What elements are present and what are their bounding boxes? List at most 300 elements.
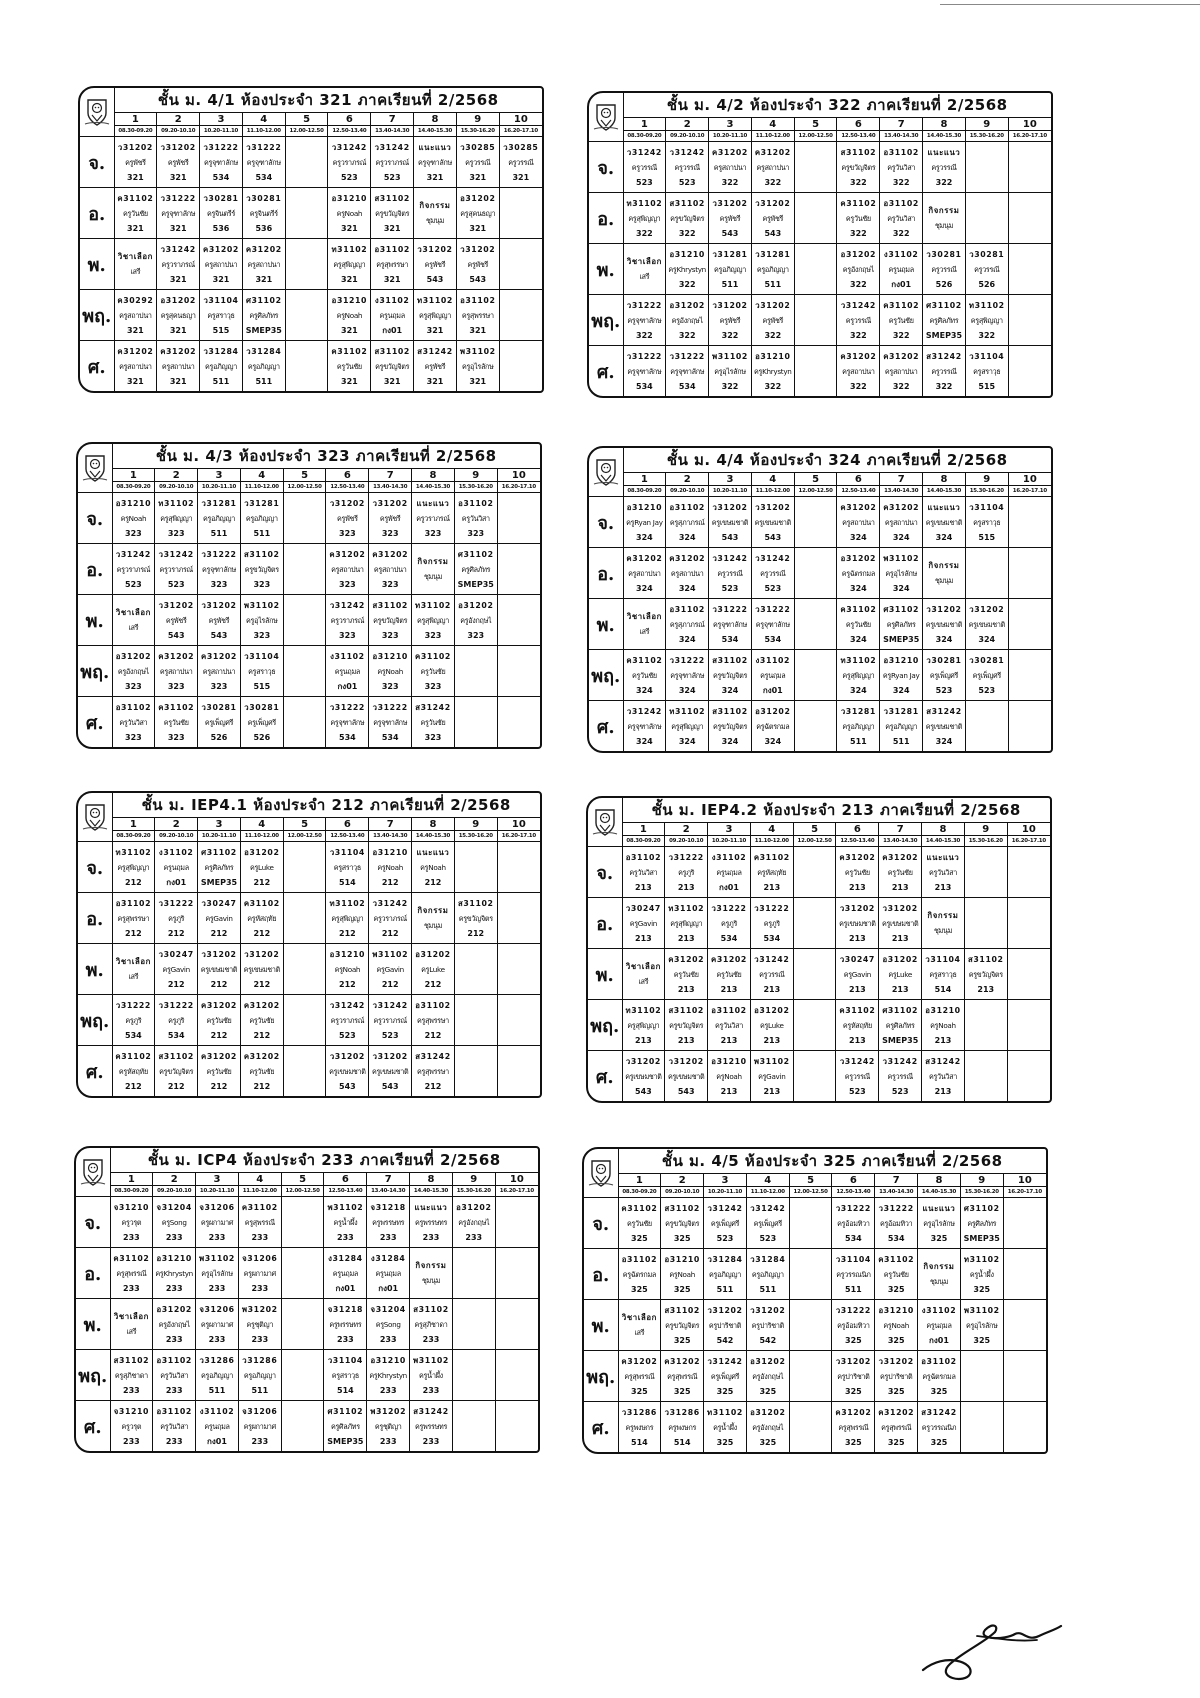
period-time: 09.20-10.10 xyxy=(153,1186,196,1197)
room-number: 325 xyxy=(759,1437,777,1447)
room-number: 322 xyxy=(764,177,782,187)
room-number: 523 xyxy=(341,172,358,182)
schedule-cell xyxy=(837,497,880,548)
schedule-cell xyxy=(454,646,497,697)
teacher-name: ครูพงษกร xyxy=(625,1422,654,1432)
schedule-cell xyxy=(875,1300,918,1351)
room-number: 323 xyxy=(167,681,185,691)
subject-code: ว31222 xyxy=(626,300,662,310)
room-number: 325 xyxy=(673,1386,691,1396)
room-number: 322 xyxy=(850,330,867,340)
schedule-cell xyxy=(153,1350,196,1401)
room-number: 324 xyxy=(935,532,953,542)
subject-code: อ31210 xyxy=(626,502,663,512)
teacher-name: ครูวันวิสา xyxy=(715,1020,743,1030)
schedule-cell xyxy=(283,893,326,944)
teacher-name: ครูน้ำผึ้ง xyxy=(333,1217,358,1227)
room-number: 514 xyxy=(631,1437,648,1447)
teacher-name: ครูสถาปนา xyxy=(159,666,193,676)
schedule-cell xyxy=(238,1197,281,1248)
teacher-name: ครูอภิญญา xyxy=(243,1370,276,1380)
room-number: 212 xyxy=(125,877,142,887)
schedule-cell xyxy=(837,701,880,752)
subject-code: ว31286 xyxy=(242,1355,278,1365)
schedule-cell xyxy=(746,1198,789,1249)
room-number: 323 xyxy=(210,681,228,691)
room-number: 323 xyxy=(424,630,442,640)
room-number: กง01 xyxy=(335,1283,356,1293)
teacher-name: ครูศิลภัทร xyxy=(204,862,234,872)
schedule-cell xyxy=(412,646,455,697)
room-number: 213 xyxy=(635,882,652,892)
schedule-cell xyxy=(960,1351,1003,1402)
room-number: 534 xyxy=(763,933,781,943)
schedule-cell xyxy=(155,493,198,544)
schedule-cell xyxy=(328,137,371,188)
schedule-cell xyxy=(198,842,241,893)
subject-code: ว31222 xyxy=(246,142,282,152)
room-number: 321 xyxy=(127,325,144,335)
schedule-cell xyxy=(622,1051,665,1102)
teacher-name: ครูวันวิสา xyxy=(887,162,916,172)
subject-code: กิจกรรม xyxy=(928,561,960,570)
teacher-name: ครูวรรณี xyxy=(631,162,658,172)
room-number: 511 xyxy=(253,528,271,538)
subject-code: อ31202 xyxy=(115,651,152,661)
schedule-cell xyxy=(666,650,709,701)
subject-code: แนะแนว xyxy=(927,147,961,157)
period-number: 3 xyxy=(708,823,751,836)
schedule-cell xyxy=(623,142,666,193)
teacher-name: ครูขวัญจิตร xyxy=(712,721,748,731)
room-number: 322 xyxy=(892,228,910,238)
teacher-name: ครูGavin xyxy=(629,918,658,928)
room-number: 543 xyxy=(469,274,487,284)
room-number: 325 xyxy=(716,1437,734,1447)
schedule-cell xyxy=(328,239,371,290)
schedule-cell xyxy=(666,142,709,193)
schedule-cell xyxy=(369,595,412,646)
teacher-name: ครูจุฑาลักษ xyxy=(755,619,790,629)
subject-code: ค31202 xyxy=(626,553,663,563)
period-time: 11.10-12.00 xyxy=(240,831,283,842)
room-number: 213 xyxy=(849,1035,866,1045)
period-time: 12.50-13.40 xyxy=(837,486,880,497)
schedule-cell xyxy=(110,1197,153,1248)
room-number: 212 xyxy=(424,1081,442,1091)
teacher-name: ครูพัชรี xyxy=(719,315,741,325)
subject-code: ว31286 xyxy=(199,1355,235,1365)
schedule-cell xyxy=(618,1249,661,1300)
subject-code: พ31102 xyxy=(372,949,409,959)
subject-code: อ31102 xyxy=(415,1000,451,1010)
subject-code: ค31202 xyxy=(201,1051,237,1061)
period-time: 11.10-12.00 xyxy=(242,126,285,137)
room-number: 233 xyxy=(123,1283,140,1293)
schedule-cell xyxy=(918,1249,961,1300)
room-number: 323 xyxy=(424,528,442,538)
period-number: 7 xyxy=(367,1173,410,1186)
school-logo xyxy=(78,444,112,493)
teacher-name: เสรี xyxy=(634,1328,645,1337)
schedule-cell xyxy=(240,493,283,544)
teacher-name: ครูพัชรี xyxy=(337,513,358,523)
room-number: 325 xyxy=(716,1386,734,1396)
room-number: 511 xyxy=(845,1284,862,1294)
teacher-name: ครูอุไรลักษ xyxy=(923,1218,955,1228)
subject-code: ว31242 xyxy=(840,300,876,310)
school-crest-icon xyxy=(84,97,110,127)
teacher-name: ครูสุพิญญา xyxy=(416,615,449,625)
subject-code: ว31104 xyxy=(327,1355,363,1365)
teacher-name: ครูสุพิญญา xyxy=(627,1020,660,1030)
subject-code: อ31210 xyxy=(370,1355,406,1365)
period-number: 4 xyxy=(240,469,283,482)
timetable-title: ชั้น ม. 4/2 ห้องประจำ 322 ภาคเรียนที่ 2/2568 xyxy=(623,93,1051,118)
subject-code: จ31206 xyxy=(242,1406,278,1416)
subject-code: ค31202 xyxy=(160,346,197,356)
schedule-cell xyxy=(242,290,285,341)
schedule-cell xyxy=(794,142,837,193)
schedule-cell xyxy=(1003,1351,1046,1402)
room-number: 324 xyxy=(636,685,653,695)
teacher-name: ครูเขษมชาติ xyxy=(925,619,963,629)
room-number: 212 xyxy=(253,877,271,887)
schedule-cell xyxy=(923,193,966,244)
room-number: 212 xyxy=(381,877,399,887)
room-number: 233 xyxy=(251,1232,269,1242)
subject-code: ว31202 xyxy=(417,244,453,254)
period-number: 2 xyxy=(666,473,709,486)
schedule-cell xyxy=(369,493,412,544)
teacher-name: ครูเขษมชาติ xyxy=(925,517,963,527)
teacher-name: ครูพัชรี xyxy=(762,315,784,325)
schedule-cell xyxy=(746,1402,789,1453)
schedule-cell xyxy=(497,493,540,544)
period-time: 11.10-12.00 xyxy=(238,1186,281,1197)
schedule-cell xyxy=(661,1198,704,1249)
day-label: ศ. xyxy=(588,1051,622,1102)
subject-code: ว31202 xyxy=(372,498,408,508)
period-time: 10.20-11.10 xyxy=(708,836,751,847)
teacher-name: ครูวันชัย xyxy=(888,315,914,325)
schedule-cell xyxy=(1003,1402,1046,1453)
schedule-cell xyxy=(200,341,243,392)
schedule-cell xyxy=(200,290,243,341)
schedule-cell xyxy=(238,1248,281,1299)
room-number: 325 xyxy=(930,1437,948,1447)
day-label: อ. xyxy=(588,898,622,949)
subject-code: อ31210 xyxy=(878,1305,914,1315)
subject-code: แนะแนว xyxy=(416,498,450,508)
period-number: 3 xyxy=(704,1174,747,1187)
school-crest-icon xyxy=(80,1157,106,1187)
schedule-cell xyxy=(880,193,923,244)
schedule-cell xyxy=(922,1000,965,1051)
room-number: 534 xyxy=(887,1233,905,1243)
schedule-cell xyxy=(965,346,1008,397)
schedule-cell xyxy=(242,188,285,239)
subject-code: พ31102 xyxy=(459,346,496,356)
subject-code: ว31281 xyxy=(840,706,876,716)
room-number: 212 xyxy=(167,979,185,989)
day-label: พ. xyxy=(584,1300,618,1351)
schedule-cell xyxy=(112,944,155,995)
teacher-name: ครูวันวิสา xyxy=(928,867,957,877)
room-number: 233 xyxy=(422,1436,440,1446)
subject-code: อ31202 xyxy=(458,600,494,610)
teacher-name: ครูวราภรณ์ xyxy=(375,157,409,167)
room-number: 233 xyxy=(165,1283,183,1293)
schedule-cell xyxy=(412,544,455,595)
schedule-cell xyxy=(456,137,499,188)
teacher-name: ครูอ้อมทิวา xyxy=(837,1320,870,1330)
subject-code: อ31102 xyxy=(156,1406,192,1416)
period-time: 13.40-14.30 xyxy=(369,831,412,842)
teacher-name: ครูภูริ xyxy=(678,867,695,877)
schedule-cell xyxy=(623,599,666,650)
school-logo xyxy=(589,93,623,142)
room-number: 523 xyxy=(721,583,739,593)
timetable xyxy=(586,796,1052,1103)
room-number: กง01 xyxy=(337,681,358,691)
schedule-cell xyxy=(750,847,793,898)
subject-code: กิจกรรม xyxy=(419,201,451,210)
teacher-name: ครูขวัญจิตร xyxy=(458,913,493,923)
schedule-cell xyxy=(746,1300,789,1351)
teacher-name: ครูSong xyxy=(375,1319,401,1329)
teacher-name: ครูวันชัย xyxy=(631,670,657,680)
subject-code: ท31102 xyxy=(417,295,453,305)
room-number: 321 xyxy=(169,376,187,386)
room-number: 536 xyxy=(212,223,230,233)
subject-code: ว31281 xyxy=(201,498,237,508)
subject-code: ค31102 xyxy=(878,1254,915,1264)
schedule-cell xyxy=(965,142,1008,193)
schedule-cell xyxy=(153,1401,196,1452)
room-number: 523 xyxy=(125,579,142,589)
subject-code: ส31102 xyxy=(244,549,280,559)
room-number: 325 xyxy=(887,1386,905,1396)
subject-code: ว31222 xyxy=(669,351,705,361)
teacher-name: ครูNoah xyxy=(120,513,147,523)
room-number: 323 xyxy=(125,732,142,742)
teacher-name: ครูวรรณี xyxy=(887,1071,913,1081)
schedule-cell xyxy=(454,893,497,944)
room-number: 534 xyxy=(721,634,739,644)
subject-code: วิชาเลือก xyxy=(113,1312,149,1321)
subject-code: ส31242 xyxy=(415,1051,451,1061)
room-number: SMEP35 xyxy=(963,1233,1000,1243)
period-time: 09.20-10.10 xyxy=(665,836,708,847)
room-number: 323 xyxy=(339,579,356,589)
schedule-cell xyxy=(283,944,326,995)
teacher-name: ครูอ้อมทิวา xyxy=(879,1218,913,1228)
period-time: 11.10-12.00 xyxy=(751,486,794,497)
room-number: 325 xyxy=(673,1284,691,1294)
room-number: 213 xyxy=(934,1086,952,1096)
schedule-cell xyxy=(112,893,155,944)
schedule-cell xyxy=(497,842,540,893)
room-number: 542 xyxy=(716,1335,734,1345)
schedule-cell xyxy=(965,244,1008,295)
schedule-cell xyxy=(410,1197,453,1248)
teacher-name: ครูจุฑาลักษ xyxy=(373,717,408,727)
schedule-cell xyxy=(283,493,326,544)
room-number: 212 xyxy=(339,979,356,989)
schedule-cell xyxy=(369,944,412,995)
room-number: กง01 xyxy=(378,1283,399,1293)
teacher-name: ครูวรรณี xyxy=(717,568,743,578)
room-number: 324 xyxy=(678,532,696,542)
schedule-cell xyxy=(965,193,1008,244)
schedule-cell xyxy=(793,847,836,898)
schedule-cell xyxy=(240,1046,283,1097)
schedule-cell xyxy=(412,995,455,1046)
teacher-name: ครูสถาปนา xyxy=(119,361,152,371)
subject-code: ค31202 xyxy=(669,553,706,563)
subject-code: อ31202 xyxy=(750,1356,786,1366)
subject-code: อ31210 xyxy=(669,249,705,259)
subject-code: ท31102 xyxy=(625,1005,662,1015)
schedule-cell xyxy=(751,599,794,650)
schedule-cell xyxy=(837,650,880,701)
period-number: 7 xyxy=(371,113,414,126)
period-time: 16.20-17.10 xyxy=(499,126,542,137)
period-number: 5 xyxy=(793,823,836,836)
teacher-name: ครูน้ำผึ้ง xyxy=(713,1422,737,1432)
day-label: พฤ. xyxy=(584,1351,618,1402)
schedule-cell xyxy=(238,1401,281,1452)
teacher-name: ครูอภิญญา xyxy=(842,721,875,731)
schedule-cell xyxy=(196,1248,239,1299)
period-number: 8 xyxy=(414,113,457,126)
subject-code: ค31202 xyxy=(840,502,877,512)
schedule-cell xyxy=(242,239,285,290)
period-time: 12.00-12.50 xyxy=(789,1187,832,1198)
subject-code: วิชาเลือก xyxy=(115,957,151,966)
teacher-name: เสรี xyxy=(130,267,141,276)
room-number: 233 xyxy=(165,1334,183,1344)
day-label: อ. xyxy=(584,1249,618,1300)
room-number: 324 xyxy=(678,736,696,746)
subject-code: ค31202 xyxy=(203,244,239,254)
room-number: 321 xyxy=(169,223,187,233)
schedule-cell xyxy=(326,842,369,893)
day-label: จ. xyxy=(80,137,114,188)
schedule-cell xyxy=(155,646,198,697)
subject-code: วิชาเลือก xyxy=(115,608,151,617)
teacher-name: ครูอุไรลักษ xyxy=(461,361,494,371)
teacher-name: ครูอภิญญา xyxy=(205,361,237,371)
subject-code: ค31202 xyxy=(883,351,920,361)
subject-code: ว31242 xyxy=(707,1356,743,1366)
teacher-name: ครูวันชัย xyxy=(163,717,189,727)
teacher-name: เสรี xyxy=(639,272,650,281)
schedule-cell xyxy=(708,898,751,949)
period-number: 5 xyxy=(281,1173,324,1186)
teacher-name: ครูนฤมล xyxy=(334,666,361,676)
subject-code: ส31102 xyxy=(458,898,494,908)
teacher-name: ครูเขษมชาติ xyxy=(371,1066,409,1076)
room-number: 212 xyxy=(125,928,142,938)
school-crest-icon xyxy=(593,457,619,487)
period-time: 16.20-17.10 xyxy=(1007,836,1050,847)
room-number: 213 xyxy=(934,1035,952,1045)
subject-code: ว31202 xyxy=(625,1056,661,1066)
room-number: 323 xyxy=(210,579,228,589)
period-number: 1 xyxy=(623,118,666,131)
teacher-name: ครูวรรณี xyxy=(931,264,957,274)
teacher-name: ครูภูริ xyxy=(763,918,780,928)
period-number: 3 xyxy=(198,818,241,831)
room-number: 514 xyxy=(339,877,356,887)
period-time: 12.00-12.50 xyxy=(794,131,837,142)
period-number: 10 xyxy=(499,113,542,126)
subject-code: ว31242 xyxy=(755,553,791,563)
schedule-cell xyxy=(880,599,923,650)
subject-code: ว30247 xyxy=(158,949,194,959)
schedule-cell xyxy=(709,497,752,548)
teacher-name: ครูสถาปนา xyxy=(842,366,875,376)
subject-code: พ31102 xyxy=(712,351,748,361)
teacher-name: ครูอังกฤษไ xyxy=(458,1217,490,1227)
subject-code: จ31206 xyxy=(199,1304,235,1314)
room-number: 325 xyxy=(887,1284,905,1294)
schedule-cell xyxy=(880,244,923,295)
schedule-cell xyxy=(1008,142,1051,193)
teacher-name: เสรี xyxy=(639,627,650,636)
schedule-cell xyxy=(497,646,540,697)
teacher-name: ครูภูริ xyxy=(168,1015,185,1025)
teacher-name: ครูวรุต xyxy=(121,1421,142,1431)
period-time: 15.30-16.20 xyxy=(960,1187,1003,1198)
subject-code: ค31102 xyxy=(753,852,790,862)
room-number: 213 xyxy=(891,984,909,994)
teacher-name: ครูวรุต xyxy=(121,1217,142,1227)
room-number: 324 xyxy=(721,685,739,695)
period-number: 2 xyxy=(155,469,198,482)
period-time: 09.20-10.10 xyxy=(155,482,198,493)
room-number: 543 xyxy=(339,1081,356,1091)
room-number: 322 xyxy=(721,381,739,391)
teacher-name: ครูวรรณี xyxy=(931,366,957,376)
schedule-cell xyxy=(964,1000,1007,1051)
schedule-cell xyxy=(661,1249,704,1300)
period-number: 3 xyxy=(200,113,243,126)
schedule-cell xyxy=(1008,650,1051,701)
teacher-name: ครูจุฑาลักษ xyxy=(204,157,238,167)
room-number: 543 xyxy=(721,532,739,542)
day-label: จ. xyxy=(588,847,622,898)
period-number: 6 xyxy=(836,823,879,836)
room-number: กง01 xyxy=(891,279,912,289)
room-number: 323 xyxy=(253,630,271,640)
teacher-name: เสรี xyxy=(128,972,139,981)
subject-code: วิชาเลือก xyxy=(117,252,153,261)
schedule-cell xyxy=(495,1197,538,1248)
teacher-name: ครูอุไรลักษ xyxy=(885,568,917,578)
schedule-cell xyxy=(880,497,923,548)
period-number: 5 xyxy=(283,818,326,831)
schedule-cell xyxy=(155,1046,198,1097)
room-number: 321 xyxy=(469,376,487,386)
schedule-cell xyxy=(618,1351,661,1402)
schedule-cell xyxy=(666,497,709,548)
teacher-name: ชุมนุม xyxy=(933,926,953,935)
day-label: พ. xyxy=(588,949,622,1000)
period-number: 2 xyxy=(665,823,708,836)
